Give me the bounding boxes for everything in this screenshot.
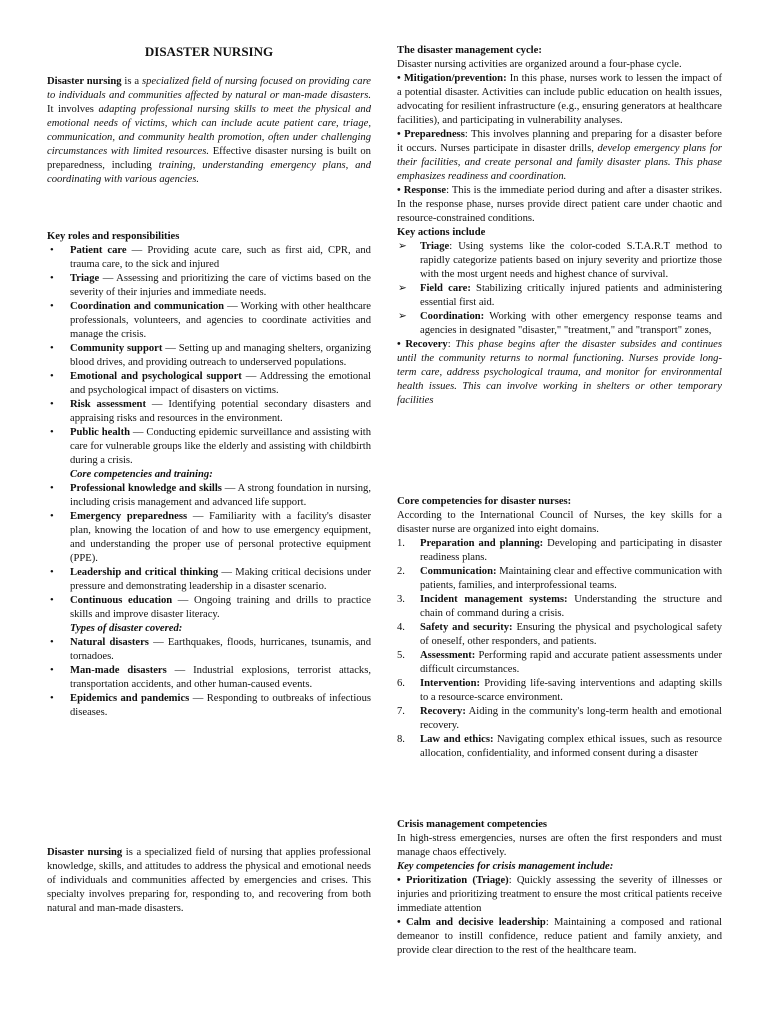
item-label: Calm and decisive leadership bbox=[405, 917, 546, 928]
item-text: Developing and participating in disaster readiness plans. bbox=[420, 538, 722, 563]
list-item: • Risk assessment — Identifying potential secondary disasters and appraising risks and resources in the environment. bbox=[50, 399, 371, 424]
list-item: • Continuous education — Ongoing training and drills to practice skills and improve disaster literacy. bbox=[50, 595, 372, 620]
list-item bbox=[397, 282, 722, 310]
core-section bbox=[397, 495, 722, 761]
list-item: • Coordination and communication — Working with other healthcare professionals, volunteers, and agencies to coordinate activities and manage the crisis. bbox=[50, 301, 371, 340]
mitigation-text: In this phase, nurses work to lessen the impact of a potential disaster. Activities can include public education on health issues, advocating for resilient infrastructure (e.g., ensuring generators at healthcare facilities), and participating in vulnerability analyses. bbox=[397, 73, 722, 126]
list-item: • Natural disasters — Earthquakes, floods, hurricanes, tsunamis, and tornadoes. bbox=[50, 637, 371, 662]
list-item: • Epidemics and pandemics — Responding to outbreaks of infectious diseases. bbox=[50, 693, 372, 718]
item-label: Safety and security: bbox=[420, 622, 513, 633]
list-item: • Man-made disasters — Industrial explosions, terrorist attacks, transportation accidents, and other human-caused events. bbox=[50, 665, 372, 690]
item-text: Understanding the structure and chain of command during a crisis. bbox=[420, 594, 722, 619]
domains-list bbox=[397, 537, 722, 761]
recovery-text: : bbox=[447, 339, 456, 350]
item-label: Prioritization (Triage) bbox=[405, 875, 509, 886]
recovery-italic: This phase begins after the disaster subsides and continues until the community returns to normal functioning. Nurses provide long-term care, address psychological trauma, and monitor for environmental health issues. This can involve working in shelters or other temporary facilities bbox=[397, 339, 723, 406]
cycle-heading: The disaster management cycle: bbox=[397, 45, 542, 56]
item-text: — Making critical decisions under pressure and demonstrating leadership in a disaster scenario. bbox=[70, 567, 371, 592]
item-text: — Working with other healthcare professionals, volunteers, and agencies to coordinate activities and manage the crisis. bbox=[70, 301, 371, 340]
closing-paragraph bbox=[47, 846, 371, 916]
mitigation-label: Mitigation/prevention: bbox=[403, 73, 507, 84]
types-list bbox=[47, 636, 371, 720]
core-intro: According to the International Council of Nurses, the key skills for a disaster nurse are organized into eight domains. bbox=[397, 510, 722, 535]
closing-term: Disaster nursing bbox=[47, 847, 123, 858]
item-text: — Providing acute care, such as first aid, CPR, and trauma care, to the sick and injured bbox=[70, 245, 371, 270]
item-label: Emergency preparedness bbox=[70, 511, 188, 522]
crisis-item: • Prioritization (Triage): Quickly assessing the severity of illnesses or injuries and prioritizing treatment to ensure the most critical patients receive immediate attention bbox=[397, 875, 722, 914]
list-item: 8. Law and ethics: Navigating complex ethical issues, such as resource allocation, confidentiality, and informed consent during a disaster bbox=[397, 734, 723, 759]
item-label: Leadership and critical thinking bbox=[70, 567, 219, 578]
list-item: 4. Safety and security: Ensuring the physical and psychological safety of oneself, other responders, and patients. bbox=[397, 622, 722, 647]
intro-text-1: is a bbox=[121, 76, 142, 87]
actions-heading: Key actions include bbox=[397, 227, 486, 238]
item-text: — Ongoing training and drills to practice skills and improve disaster literacy. bbox=[70, 595, 372, 620]
item-text: Ensuring the physical and psychological safety of oneself, other responders, and patients. bbox=[420, 622, 722, 647]
item-text: Stabilizing critically injured patients and administering essential first aid. bbox=[420, 283, 722, 308]
roles-heading: Key roles and responsibilities bbox=[47, 231, 180, 242]
preparedness-italic: develop emergency plans for their facilities, and create personal and family disaster plans. This phase emphasizes readiness and coordination. bbox=[397, 143, 722, 182]
intro-paragraph bbox=[47, 75, 371, 187]
item-label: Coordination: bbox=[420, 311, 485, 322]
list-item bbox=[397, 240, 722, 282]
list-item: • Triage — Assessing and prioritizing the care of victims based on the severity of their injuries and immediate needs. bbox=[50, 273, 371, 298]
item-label: Assessment: bbox=[420, 650, 476, 661]
intro-italic-1: specialized field of nursing focused on providing care to individuals and communities affected by natural or man-made disasters. bbox=[47, 76, 372, 101]
item-text: — Conducting epidemic surveillance and assisting with care for vulnerable groups like the elderly and assisting with childbirth during a crisis. bbox=[70, 427, 372, 466]
actions-list bbox=[397, 240, 722, 338]
list-item: 7. Recovery: Aiding in the community's long-term health and emotional recovery. bbox=[397, 706, 722, 731]
item-label: Epidemics and pandemics bbox=[70, 693, 190, 704]
item-label: Triage bbox=[420, 241, 450, 252]
list-item: 3. Incident management systems: Understanding the structure and chain of command during a crisis. bbox=[397, 594, 722, 619]
crisis-section bbox=[397, 818, 722, 958]
core-heading: Core competencies for disaster nurses: bbox=[397, 496, 572, 507]
item-label: Risk assessment bbox=[70, 399, 146, 410]
item-label: Natural disasters bbox=[70, 637, 149, 648]
list-item: • Leadership and critical thinking — Making critical decisions under pressure and demonstrating leadership in a disaster scenario. bbox=[50, 567, 371, 592]
item-label: Law and ethics: bbox=[420, 734, 494, 745]
item-text: — Earthquakes, floods, hurricanes, tsunamis, and tornadoes. bbox=[70, 637, 371, 662]
item-text: — Addressing the emotional and psychological impact of disasters on victims. bbox=[70, 371, 372, 396]
list-item bbox=[397, 310, 722, 338]
item-label: Community support bbox=[70, 343, 163, 354]
list-item: 6. Intervention: Providing life-saving interventions and adapting skills to a resource-scarce environment. bbox=[397, 678, 722, 703]
item-label: Communication: bbox=[420, 566, 497, 577]
training-list bbox=[47, 482, 371, 622]
item-text: — Industrial explosions, terrorist attacks, transportation accidents, and other human-caused events. bbox=[70, 665, 372, 690]
preparedness-label: Preparedness bbox=[404, 129, 465, 140]
item-text: — Familiarity with a facility's disaster plan, knowing the location of and how to use emergency equipment, and understanding the proper use of personal protective equipment (PPE). bbox=[70, 511, 371, 564]
list-item: • Emotional and psychological support — Addressing the emotional and psychological impact of disasters on victims. bbox=[50, 371, 372, 396]
preparedness-paragraph: • Preparedness: This involves planning and preparing for a disaster before it occurs. Nurses participate in disaster drills, develop emergency plans for their facilities, and create personal and family disaster plans. This phase emphasizes readiness and coordination. bbox=[397, 129, 722, 182]
item-text: — Responding to outbreaks of infectious diseases. bbox=[70, 693, 372, 718]
roles-section bbox=[47, 230, 371, 720]
list-item: • Patient care — Providing acute care, such as first aid, CPR, and trauma care, to the sick and injured bbox=[50, 245, 371, 270]
item-text: Navigating complex ethical issues, such as resource allocation, confidentiality, and informed consent during a disaster bbox=[420, 734, 723, 759]
intro-term: Disaster nursing bbox=[47, 76, 122, 87]
item-text: : Quickly assessing the severity of illnesses or injuries and prioritizing treatment to ensure the most critical patients receive immediate attention bbox=[397, 875, 722, 914]
training-caption: Core competencies and training: bbox=[70, 469, 213, 480]
recovery-paragraph: • Recovery: This phase begins after the disaster subsides and continues until the community returns to normal functioning. Nurses provide long-term care, address psychological trauma, and monitor for environmental health issues. This can involve working in shelters or other temporary facilities bbox=[397, 339, 723, 406]
list-item: • Community support — Setting up and managing shelters, organizing blood drives, and providing outreach to underserved populations. bbox=[50, 343, 372, 368]
item-text: — Setting up and managing shelters, organizing blood drives, and providing outreach to underserved populations. bbox=[70, 343, 372, 368]
response-label: Response bbox=[403, 185, 447, 196]
item-label: Public health bbox=[70, 427, 131, 438]
crisis-caption: Key competencies for crisis management include: bbox=[397, 861, 614, 872]
arrow-icon: ➢ bbox=[398, 283, 407, 294]
item-text: — Identifying potential secondary disasters and appraising risks and resources in the environment. bbox=[70, 399, 371, 424]
item-label: Recovery: bbox=[420, 706, 466, 717]
cycle-section bbox=[397, 44, 722, 408]
crisis-heading: Crisis management competencies bbox=[397, 819, 548, 830]
item-label: Triage bbox=[70, 273, 100, 284]
preparedness-text: : This involves planning and preparing for a disaster before it occurs. Nurses participate in disaster drills, bbox=[397, 129, 722, 154]
item-text: : Maintaining a composed and rational demeanor to instill confidence, reduce patient and family anxiety, and provide clear direction to the rest of the healthcare team. bbox=[397, 917, 722, 956]
crisis-intro: In high-stress emergencies, nurses are often the first responders and must manage chaos effectively. bbox=[397, 833, 722, 858]
intro-italic-3: training, understanding emergency plans, and coordinating with various agencies. bbox=[47, 160, 371, 185]
crisis-item: • Calm and decisive leadership: Maintaining a composed and rational demeanor to instill confidence, reduce patient and family anxiety, and provide clear direction to the rest of the healthcare team. bbox=[397, 917, 722, 956]
arrow-icon: ➢ bbox=[398, 311, 407, 322]
response-paragraph: • Response: This is the immediate period during and after a disaster strikes. In the response phase, nurses provide direct patient care under chaotic and resource-constrained conditions. bbox=[397, 185, 722, 224]
item-label: Emotional and psychological support bbox=[70, 371, 242, 382]
recovery-label: Recovery bbox=[405, 339, 448, 350]
item-label: Man-made disasters bbox=[70, 665, 167, 676]
list-item: 2. Communication: Maintaining clear and effective communication with patients, families, and interprofessional teams. bbox=[397, 566, 722, 591]
item-label: Incident management systems: bbox=[420, 594, 568, 605]
item-text: : Using systems like the color-coded S.T.A.R.T method to rapidly categorize patients based on injury severity and priortize those with the most urgent needs and highest chance of survival. bbox=[420, 241, 722, 280]
item-text: — Assessing and prioritizing the care of victims based on the severity of their injuries and immediate needs. bbox=[70, 273, 371, 298]
list-item: • Public health — Conducting epidemic surveillance and assisting with care for vulnerable groups like the elderly and assisting with childbirth during a crisis. bbox=[50, 427, 372, 466]
list-item: • Professional knowledge and skills — A strong foundation in nursing, including crisis management and advanced life support. bbox=[50, 483, 371, 508]
list-item: 5. Assessment: Performing rapid and accurate patient assessments under difficult circumstances. bbox=[397, 650, 722, 675]
list-item: • Emergency preparedness — Familiarity with a facility's disaster plan, knowing the location of and how to use emergency equipment, and understanding the proper use of personal protective equipment (PPE). bbox=[50, 511, 371, 564]
types-caption: Types of disaster covered: bbox=[70, 623, 183, 634]
response-text: : This is the immediate period during and after a disaster strikes. In the response phase, nurses provide direct patient care under chaotic and resource-constrained conditions. bbox=[397, 185, 722, 224]
item-text: Aiding in the community's long-term health and emotional recovery. bbox=[420, 706, 722, 731]
intro-italic-2: adapting professional nursing skills to meet the physical and emotional needs of victims, which can include acute patient care, triage, communication, and community health promotion, often under challenging circumstances with limited resources. bbox=[47, 104, 372, 157]
item-label: Continuous education bbox=[70, 595, 173, 606]
item-label: Preparation and planning: bbox=[420, 538, 544, 549]
arrow-icon: ➢ bbox=[398, 241, 407, 252]
item-text: Working with other emergency response teams and agencies in designated "disaster," "treatment," and "transport" zones, bbox=[420, 311, 722, 336]
item-text: Maintaining clear and effective communication with patients, families, and interprofessional teams. bbox=[420, 566, 722, 591]
item-label: Professional knowledge and skills bbox=[70, 483, 222, 494]
page-title: DISASTER NURSING bbox=[144, 44, 274, 59]
intro-text-3: Effective disaster nursing is built on preparedness, including bbox=[47, 146, 371, 171]
item-label: Field care: bbox=[420, 283, 471, 294]
mitigation-paragraph: • Mitigation/prevention: In this phase, nurses work to lessen the impact of a potential disaster. Activities can include public education on health issues, advocating for resilient infrastructure (e.g., ensuring generators at healthcare facilities), and participating in vulnerability analyses. bbox=[397, 73, 722, 126]
item-label: Coordination and communication bbox=[70, 301, 225, 312]
item-text: Performing rapid and accurate patient assessments under difficult circumstances. bbox=[420, 650, 722, 675]
list-item: 1. Preparation and planning: Developing and participating in disaster readiness plans. bbox=[397, 538, 722, 563]
cycle-intro: Disaster nursing activities are organized around a four-phase cycle. bbox=[397, 59, 682, 70]
item-label: Patient care bbox=[70, 245, 127, 256]
item-label: Intervention: bbox=[420, 678, 481, 689]
intro-text-2: It involves bbox=[47, 104, 99, 115]
item-text: — A strong foundation in nursing, including crisis management and advanced life support. bbox=[70, 483, 371, 508]
closing-text: is a specialized field of nursing that applies professional knowledge, skills, and attitudes to address the physical and emotional needs of individuals and communities affected by emergencies and crises. This specialty involves preparing for, responding to, and recovering from both natural and man-made disasters. bbox=[47, 847, 371, 914]
item-text: Providing life-saving interventions and adapting skills to a resource-scarce environment. bbox=[420, 678, 722, 703]
roles-list bbox=[47, 244, 371, 468]
